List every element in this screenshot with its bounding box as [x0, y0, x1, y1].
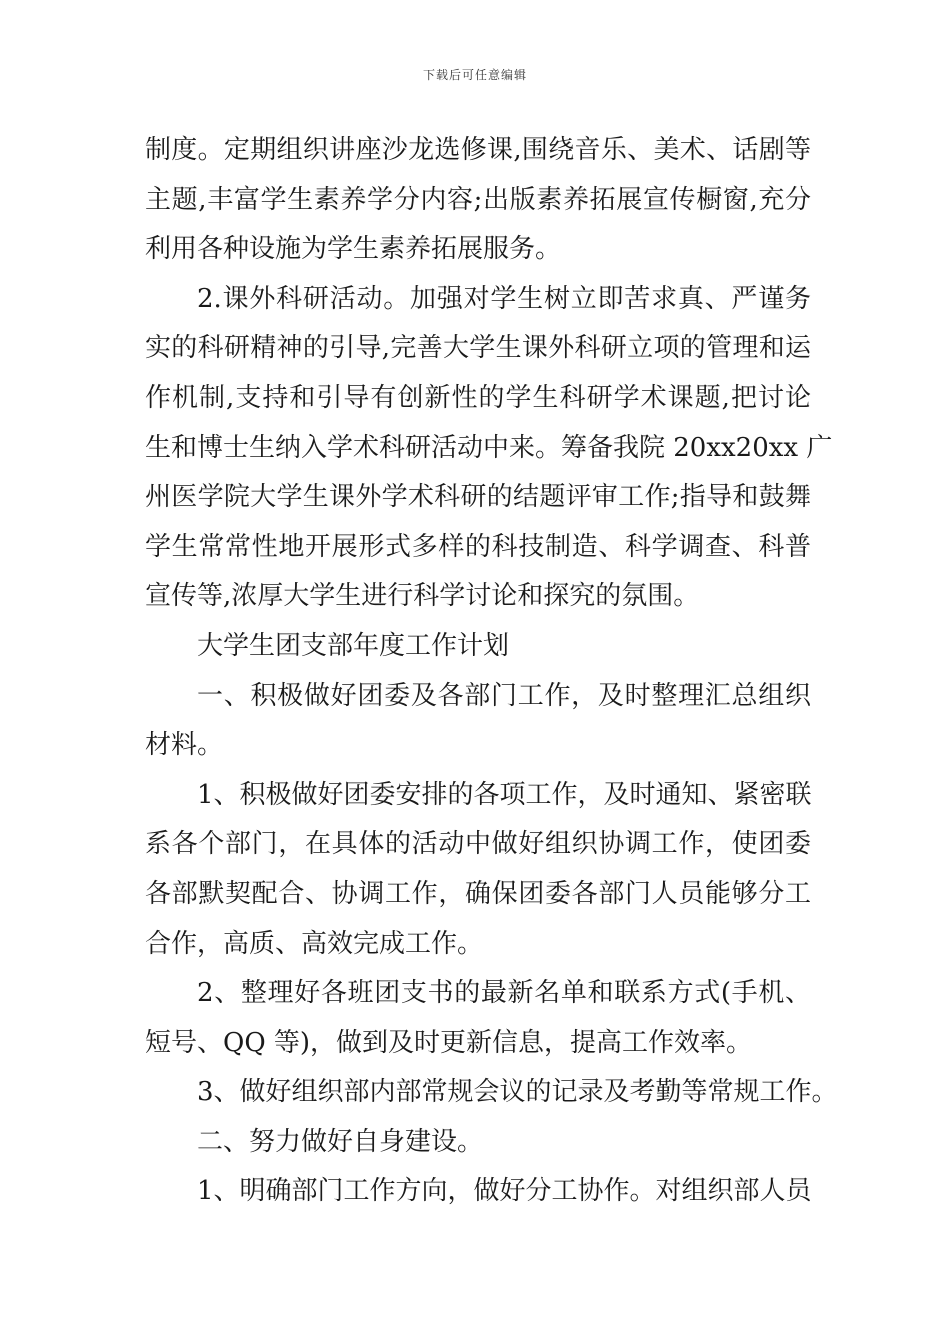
- paragraph-line: 利用各种设施为学生素养拓展服务。: [145, 234, 562, 265]
- paragraph-line: 州医学院大学生课外学术科研的结题评审工作;指导和鼓舞: [145, 482, 811, 513]
- paragraph-line: 各部默契配合、协调工作，确保团委各部门人员能够分工: [145, 878, 811, 909]
- paragraph-line: 宣传等,浓厚大学生进行科学讨论和探究的氛围。: [145, 581, 700, 612]
- paragraph-line: 作机制,支持和引导有创新性的学生科研学术课题,把讨论: [145, 382, 811, 413]
- paragraph-line: 生和博士生纳入学术科研活动中来。筹备我院 20xx20xx 广: [145, 432, 833, 463]
- paragraph-line: 材料。: [145, 730, 224, 761]
- paragraph-line: 制度。定期组织讲座沙龙选修课,围绕音乐、美术、话剧等: [145, 135, 811, 165]
- paragraph-line: 1、积极做好团委安排的各项工作，及时通知、紧密联: [197, 779, 812, 810]
- paragraph-line: 2、整理好各班团支书的最新名单和联系方式(手机、: [197, 978, 811, 1009]
- paragraph-line: 2.课外科研活动。加强对学生树立即苦求真、严谨务: [197, 283, 811, 314]
- paragraph-line: 实的科研精神的引导,完善大学生课外科研立项的管理和运: [145, 333, 811, 364]
- document-body: [145, 126, 838, 1217]
- paragraph-line: 1、明确部门工作方向，做好分工协作。对组织部人员: [197, 1176, 812, 1207]
- paragraph-line: 学生常常性地开展形式多样的科技制造、科学调查、科普: [145, 531, 811, 562]
- paragraph-line: 短号、QQ 等)，做到及时更新信息，提高工作效率。: [145, 1027, 753, 1058]
- paragraph-line: 主题,丰富学生素养学分内容;出版素养拓展宣传橱窗,充分: [145, 184, 811, 215]
- paragraph-line: 合作，高质、高效完成工作。: [145, 928, 484, 959]
- paragraph-line: 3、做好组织部内部常规会议的记录及考勤等常规工作。: [197, 1077, 838, 1108]
- paragraph-line: 二、努力做好自身建设。: [197, 1126, 484, 1157]
- section-heading: 大学生团支部年度工作计划: [197, 630, 510, 661]
- page-header-note: 下载后可任意编辑: [422, 68, 527, 82]
- paragraph-line: 一、积极做好团委及各部门工作，及时整理汇总组织: [197, 680, 811, 711]
- paragraph-line: 系各个部门，在具体的活动中做好组织协调工作，使团委: [145, 829, 811, 860]
